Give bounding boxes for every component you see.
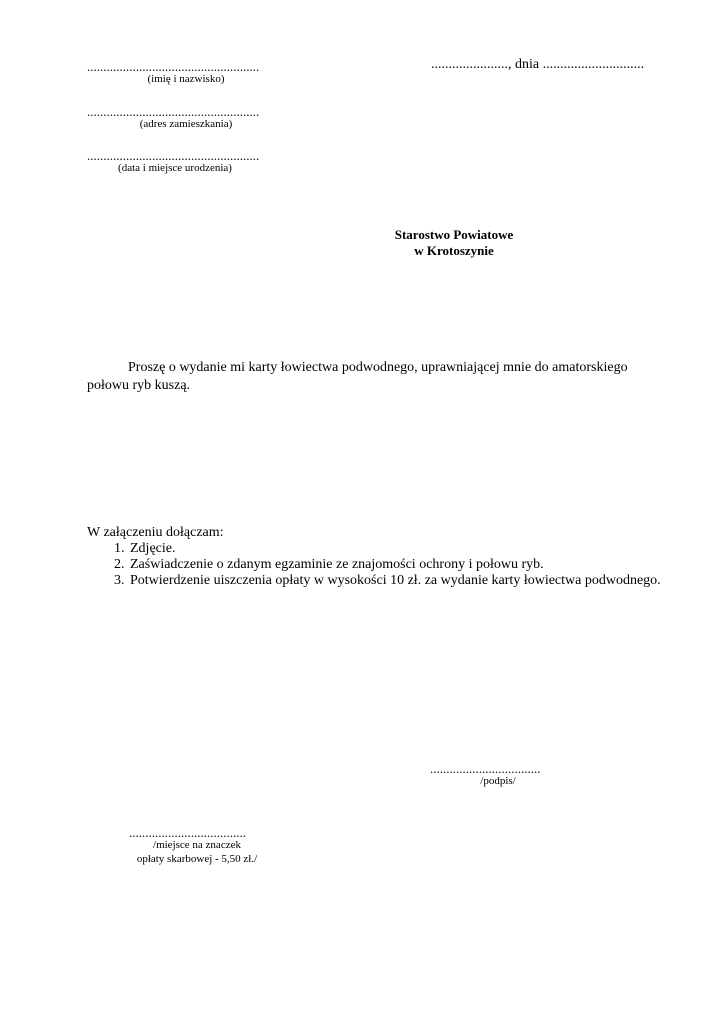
attachments-heading: W załączeniu dołączam: [87,525,224,540]
stamp-line: .................................... [129,825,246,840]
stamp-caption-2: opłaty skarbowej - 5,50 zł./ [136,853,258,865]
recipient-line-1: Starostwo Powiatowe [394,227,514,242]
list-item: 3. Potwierdzenie uiszczenia opłaty w wysokości 10 zł. za wydanie karty łowiectwa podwodnego. [128,573,688,589]
signature-caption: /podpis/ [480,775,516,787]
name-field-line[interactable]: ..................................................... [87,59,260,74]
attachments-list [87,541,688,589]
signature-line[interactable]: .................................. [430,761,541,776]
birth-caption: (data i miejsce urodzenia) [118,162,232,174]
birth-field-line[interactable]: ..................................................... [87,148,260,163]
address-field-line[interactable]: ..................................................... [87,104,260,119]
address-caption: (adres zamieszkania) [139,118,233,130]
place-date-line[interactable]: ......................, dnia ............................. [431,57,645,72]
list-item: 2. Zaświadczenie o zdanym egzaminie ze znajomości ochrony i połowu ryb. [128,557,688,573]
name-caption: (imię i nazwisko) [147,73,225,85]
stamp-caption-1: /miejsce na znaczek [153,839,241,851]
list-item: 1. Zdjęcie. [128,541,688,557]
recipient-line-2: w Krotoszynie [414,243,494,258]
request-paragraph: Proszę o wydanie mi karty łowiectwa podwodnego, uprawniającej mnie do amatorskiego połowu ryb kuszą. [87,360,628,393]
